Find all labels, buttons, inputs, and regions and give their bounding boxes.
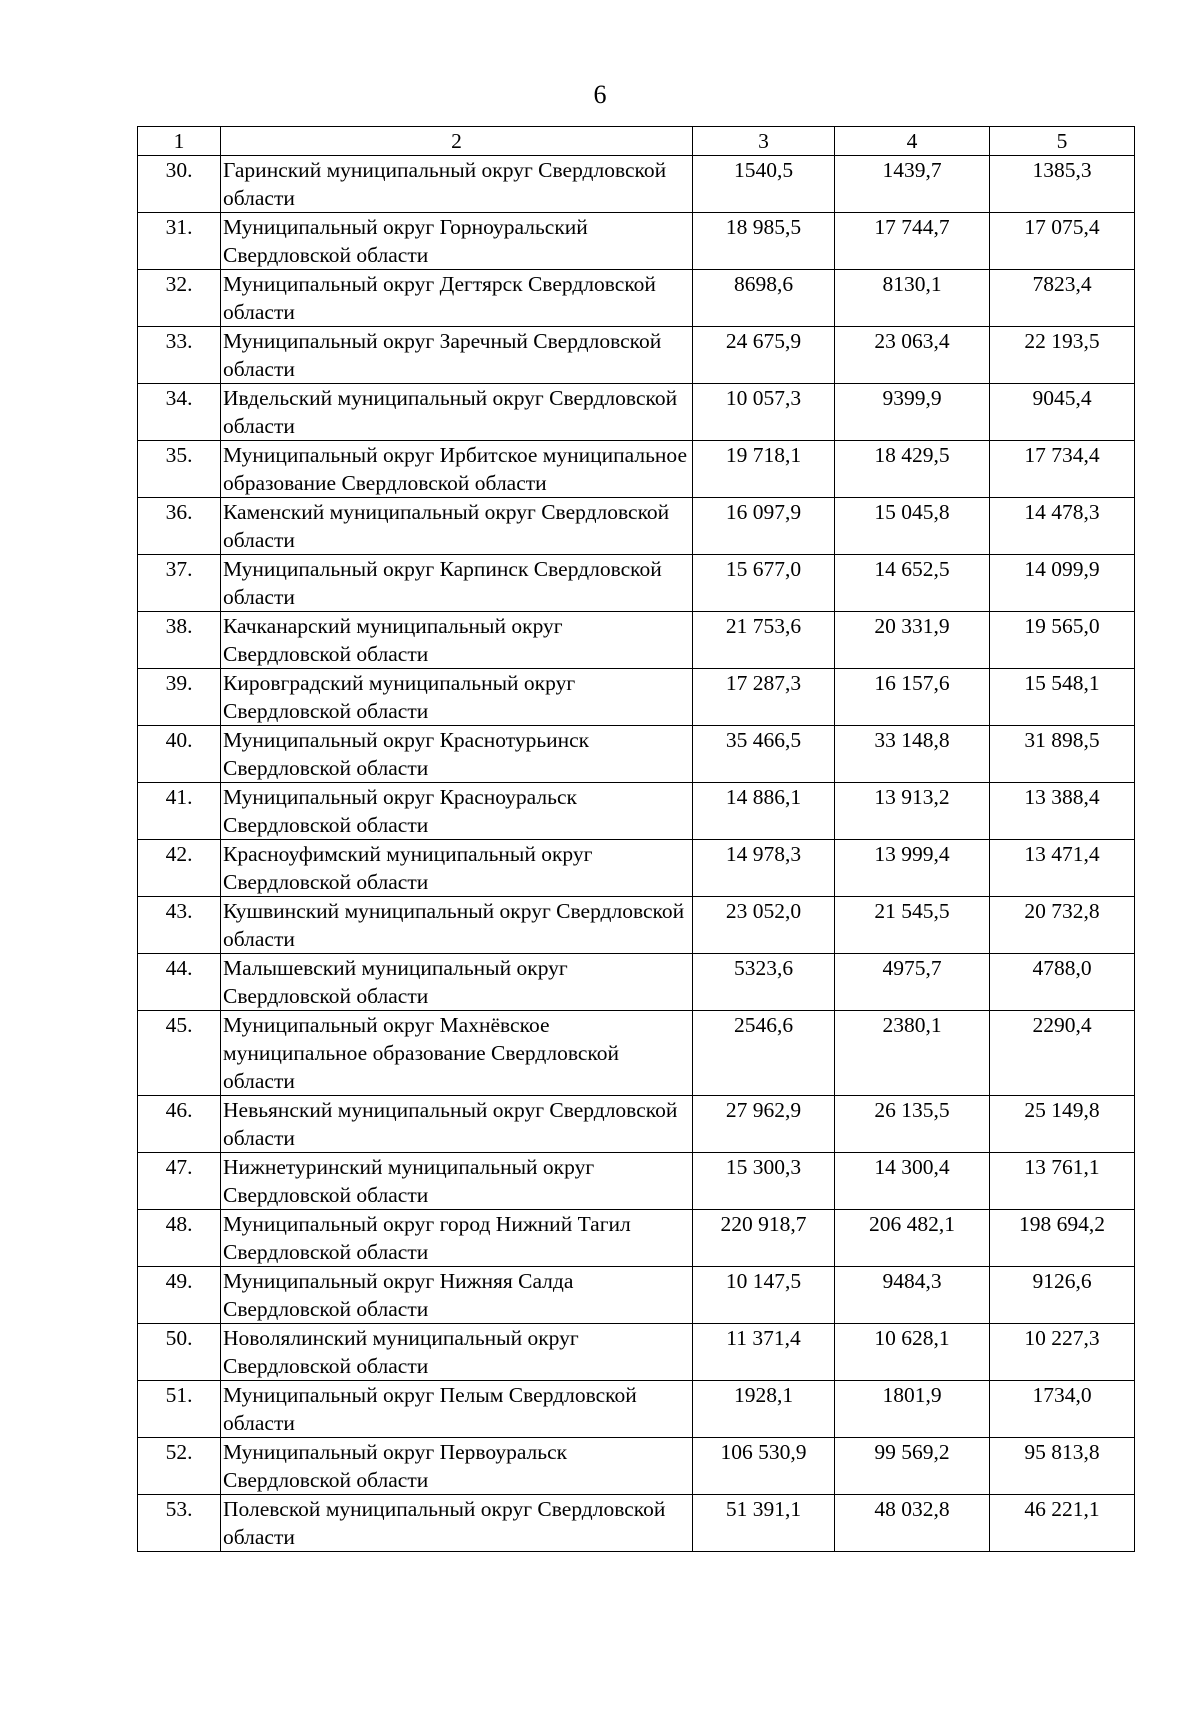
column-header-4: 4	[835, 127, 990, 156]
municipality-name-cell: Каменский муниципальный округ Свердловской области	[221, 498, 693, 555]
row-number-cell: 30.	[138, 156, 221, 213]
value-column-3-cell: 35 466,5	[693, 726, 835, 783]
table-row	[138, 1495, 1135, 1552]
row-number-cell: 41.	[138, 783, 221, 840]
table-row	[138, 384, 1135, 441]
value-column-4-cell: 99 569,2	[835, 1438, 990, 1495]
value-column-3-cell: 24 675,9	[693, 327, 835, 384]
table-row	[138, 1438, 1135, 1495]
value-column-5-cell: 14 099,9	[990, 555, 1135, 612]
row-number-cell: 37.	[138, 555, 221, 612]
data-table	[137, 126, 1135, 1552]
table-row	[138, 669, 1135, 726]
value-column-5-cell: 25 149,8	[990, 1096, 1135, 1153]
table-row	[138, 726, 1135, 783]
row-number-cell: 40.	[138, 726, 221, 783]
municipality-name-cell: Муниципальный округ Махнёвское муниципальное образование Свердловской области	[221, 1011, 693, 1096]
row-number-cell: 50.	[138, 1324, 221, 1381]
value-column-4-cell: 13 999,4	[835, 840, 990, 897]
row-number-cell: 44.	[138, 954, 221, 1011]
row-number-cell: 36.	[138, 498, 221, 555]
municipality-name-cell: Муниципальный округ Нижняя Салда Свердловской области	[221, 1267, 693, 1324]
table-row	[138, 1381, 1135, 1438]
value-column-5-cell: 13 761,1	[990, 1153, 1135, 1210]
value-column-3-cell: 220 918,7	[693, 1210, 835, 1267]
value-column-4-cell: 1439,7	[835, 156, 990, 213]
table-row	[138, 555, 1135, 612]
table-row	[138, 1324, 1135, 1381]
municipality-name-cell: Гаринский муниципальный округ Свердловской области	[221, 156, 693, 213]
value-column-5-cell: 15 548,1	[990, 669, 1135, 726]
municipality-name-cell: Муниципальный округ Красноуральск Свердловской области	[221, 783, 693, 840]
value-column-3-cell: 10 057,3	[693, 384, 835, 441]
municipality-name-cell: Муниципальный округ Дегтярск Свердловской области	[221, 270, 693, 327]
table-row	[138, 840, 1135, 897]
value-column-4-cell: 14 300,4	[835, 1153, 990, 1210]
value-column-5-cell: 10 227,3	[990, 1324, 1135, 1381]
row-number-cell: 53.	[138, 1495, 221, 1552]
value-column-4-cell: 15 045,8	[835, 498, 990, 555]
value-column-4-cell: 21 545,5	[835, 897, 990, 954]
value-column-5-cell: 17 734,4	[990, 441, 1135, 498]
column-header-5: 5	[990, 127, 1135, 156]
table-row	[138, 783, 1135, 840]
table-row	[138, 1153, 1135, 1210]
municipality-name-cell: Муниципальный округ Карпинск Свердловской области	[221, 555, 693, 612]
value-column-4-cell: 26 135,5	[835, 1096, 990, 1153]
value-column-3-cell: 15 300,3	[693, 1153, 835, 1210]
row-number-cell: 45.	[138, 1011, 221, 1096]
value-column-4-cell: 9484,3	[835, 1267, 990, 1324]
municipality-name-cell: Муниципальный округ город Нижний Тагил Свердловской области	[221, 1210, 693, 1267]
municipality-name-cell: Качканарский муниципальный округ Свердловской области	[221, 612, 693, 669]
value-column-5-cell: 46 221,1	[990, 1495, 1135, 1552]
table-row	[138, 897, 1135, 954]
value-column-5-cell: 198 694,2	[990, 1210, 1135, 1267]
value-column-3-cell: 18 985,5	[693, 213, 835, 270]
row-number-cell: 31.	[138, 213, 221, 270]
value-column-3-cell: 19 718,1	[693, 441, 835, 498]
row-number-cell: 38.	[138, 612, 221, 669]
value-column-3-cell: 14 978,3	[693, 840, 835, 897]
value-column-3-cell: 1540,5	[693, 156, 835, 213]
value-column-4-cell: 14 652,5	[835, 555, 990, 612]
value-column-3-cell: 11 371,4	[693, 1324, 835, 1381]
value-column-5-cell: 13 388,4	[990, 783, 1135, 840]
row-number-cell: 51.	[138, 1381, 221, 1438]
row-number-cell: 35.	[138, 441, 221, 498]
page-number: 6	[593, 80, 607, 109]
value-column-5-cell: 13 471,4	[990, 840, 1135, 897]
municipality-name-cell: Муниципальный округ Ирбитское муниципальное образование Свердловской области	[221, 441, 693, 498]
value-column-5-cell: 9126,6	[990, 1267, 1135, 1324]
column-header-2: 2	[221, 127, 693, 156]
value-column-4-cell: 20 331,9	[835, 612, 990, 669]
value-column-4-cell: 206 482,1	[835, 1210, 990, 1267]
value-column-5-cell: 17 075,4	[990, 213, 1135, 270]
municipality-name-cell: Муниципальный округ Краснотурьинск Свердловской области	[221, 726, 693, 783]
header-row	[138, 127, 1135, 156]
table-row	[138, 498, 1135, 555]
column-header-1: 1	[138, 127, 221, 156]
table-row	[138, 213, 1135, 270]
row-number-cell: 39.	[138, 669, 221, 726]
value-column-4-cell: 23 063,4	[835, 327, 990, 384]
value-column-3-cell: 51 391,1	[693, 1495, 835, 1552]
value-column-5-cell: 22 193,5	[990, 327, 1135, 384]
municipality-name-cell: Нижнетуринский муниципальный округ Свердловской области	[221, 1153, 693, 1210]
table-row	[138, 270, 1135, 327]
value-column-4-cell: 1801,9	[835, 1381, 990, 1438]
row-number-cell: 46.	[138, 1096, 221, 1153]
municipality-name-cell: Невьянский муниципальный округ Свердловской области	[221, 1096, 693, 1153]
value-column-4-cell: 13 913,2	[835, 783, 990, 840]
value-column-3-cell: 17 287,3	[693, 669, 835, 726]
table-row	[138, 327, 1135, 384]
municipality-name-cell: Ивдельский муниципальный округ Свердловской области	[221, 384, 693, 441]
municipality-name-cell: Полевской муниципальный округ Свердловской области	[221, 1495, 693, 1552]
municipality-name-cell: Муниципальный округ Горноуральский Свердловской области	[221, 213, 693, 270]
value-column-5-cell: 95 813,8	[990, 1438, 1135, 1495]
municipality-name-cell: Муниципальный округ Первоуральск Свердловской области	[221, 1438, 693, 1495]
value-column-5-cell: 2290,4	[990, 1011, 1135, 1096]
value-column-3-cell: 106 530,9	[693, 1438, 835, 1495]
value-column-4-cell: 48 032,8	[835, 1495, 990, 1552]
value-column-4-cell: 10 628,1	[835, 1324, 990, 1381]
value-column-5-cell: 20 732,8	[990, 897, 1135, 954]
municipality-name-cell: Красноуфимский муниципальный округ Свердловской области	[221, 840, 693, 897]
value-column-5-cell: 1385,3	[990, 156, 1135, 213]
value-column-4-cell: 18 429,5	[835, 441, 990, 498]
value-column-5-cell: 1734,0	[990, 1381, 1135, 1438]
value-column-3-cell: 23 052,0	[693, 897, 835, 954]
table-row	[138, 441, 1135, 498]
municipality-name-cell: Муниципальный округ Пелым Свердловской области	[221, 1381, 693, 1438]
table-body	[138, 156, 1135, 1552]
municipality-name-cell: Муниципальный округ Заречный Свердловской области	[221, 327, 693, 384]
value-column-3-cell: 21 753,6	[693, 612, 835, 669]
value-column-5-cell: 9045,4	[990, 384, 1135, 441]
row-number-cell: 42.	[138, 840, 221, 897]
value-column-4-cell: 33 148,8	[835, 726, 990, 783]
value-column-5-cell: 19 565,0	[990, 612, 1135, 669]
value-column-3-cell: 15 677,0	[693, 555, 835, 612]
row-number-cell: 32.	[138, 270, 221, 327]
value-column-5-cell: 14 478,3	[990, 498, 1135, 555]
value-column-3-cell: 2546,6	[693, 1011, 835, 1096]
municipality-name-cell: Малышевский муниципальный округ Свердловской области	[221, 954, 693, 1011]
municipality-name-cell: Новолялинский муниципальный округ Свердловской области	[221, 1324, 693, 1381]
municipality-name-cell: Кировградский муниципальный округ Свердловской области	[221, 669, 693, 726]
table-row	[138, 1267, 1135, 1324]
value-column-4-cell: 8130,1	[835, 270, 990, 327]
row-number-cell: 43.	[138, 897, 221, 954]
value-column-5-cell: 4788,0	[990, 954, 1135, 1011]
value-column-3-cell: 8698,6	[693, 270, 835, 327]
row-number-cell: 34.	[138, 384, 221, 441]
value-column-3-cell: 10 147,5	[693, 1267, 835, 1324]
table-row	[138, 1011, 1135, 1096]
value-column-3-cell: 1928,1	[693, 1381, 835, 1438]
value-column-5-cell: 7823,4	[990, 270, 1135, 327]
value-column-4-cell: 9399,9	[835, 384, 990, 441]
table-row	[138, 1210, 1135, 1267]
value-column-4-cell: 4975,7	[835, 954, 990, 1011]
row-number-cell: 49.	[138, 1267, 221, 1324]
table-row	[138, 1096, 1135, 1153]
value-column-5-cell: 31 898,5	[990, 726, 1135, 783]
value-column-3-cell: 27 962,9	[693, 1096, 835, 1153]
value-column-3-cell: 5323,6	[693, 954, 835, 1011]
row-number-cell: 52.	[138, 1438, 221, 1495]
table-row	[138, 156, 1135, 213]
value-column-3-cell: 14 886,1	[693, 783, 835, 840]
table-row	[138, 954, 1135, 1011]
column-header-3: 3	[693, 127, 835, 156]
value-column-4-cell: 16 157,6	[835, 669, 990, 726]
value-column-3-cell: 16 097,9	[693, 498, 835, 555]
table-row	[138, 612, 1135, 669]
row-number-cell: 33.	[138, 327, 221, 384]
value-column-4-cell: 17 744,7	[835, 213, 990, 270]
row-number-cell: 48.	[138, 1210, 221, 1267]
municipality-name-cell: Кушвинский муниципальный округ Свердловской области	[221, 897, 693, 954]
row-number-cell: 47.	[138, 1153, 221, 1210]
value-column-4-cell: 2380,1	[835, 1011, 990, 1096]
